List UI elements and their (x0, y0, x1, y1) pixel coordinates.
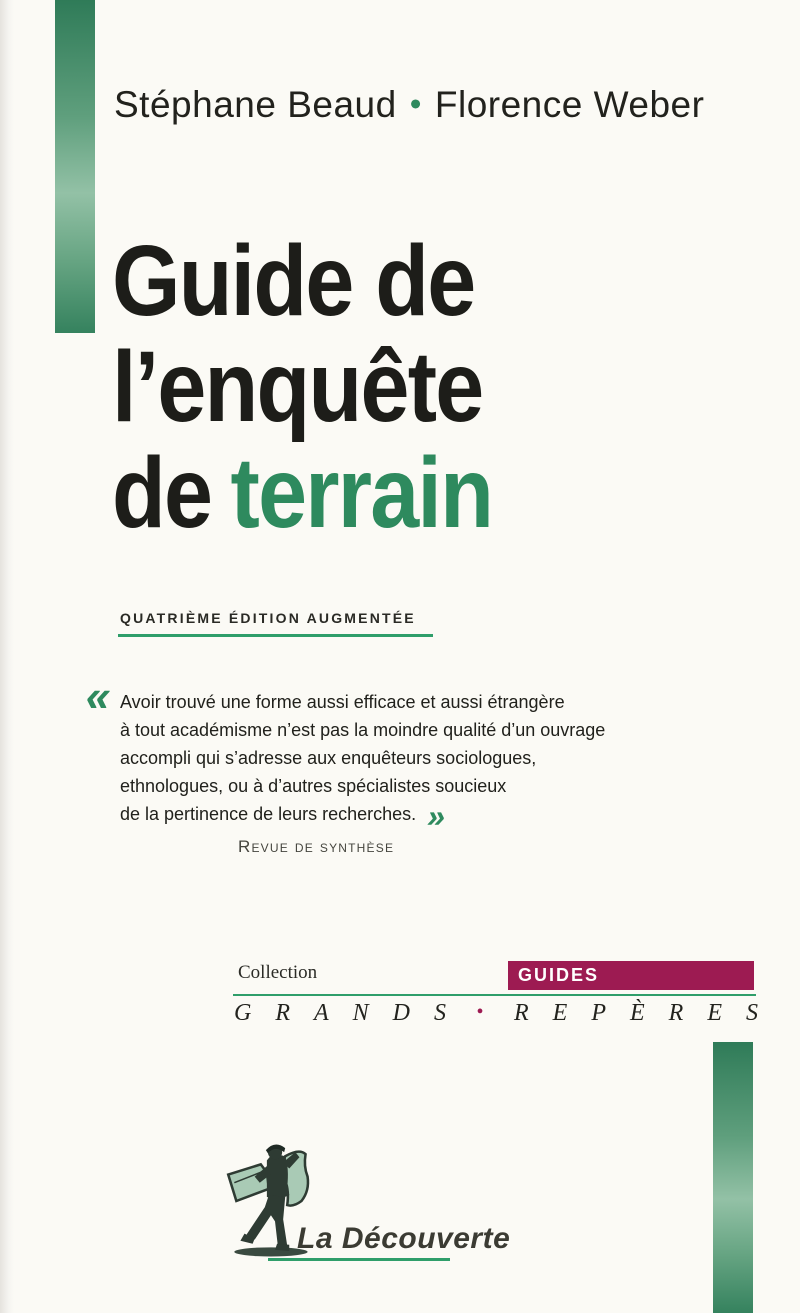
author-name-2: Florence Weber (434, 84, 705, 125)
series-name-row (234, 1000, 782, 1027)
quote-line: accompli qui s’adresse aux enquêteurs sociologues, (120, 748, 537, 768)
title-line-3-black: de (112, 437, 212, 549)
series-word-reperes: REPÈRES (514, 1000, 782, 1026)
publisher-underline (268, 1258, 450, 1261)
collection-rule (233, 994, 756, 996)
quote-line (120, 798, 646, 834)
authors-line (114, 84, 704, 126)
author-separator-dot-icon: • (409, 86, 422, 123)
edition-banner: QUATRIÈME ÉDITION AUGMENTÉE (120, 610, 416, 626)
title-line-3 (112, 437, 493, 549)
collection-label: Collection (238, 962, 318, 983)
author-name-1: Stéphane Beaud (114, 84, 397, 125)
quote-line: à tout académisme n’est pas la moindre qualité d’un ouvrage (120, 720, 606, 740)
publisher-name: La Découverte (297, 1222, 511, 1255)
quote-line: ethnologues, ou à d’autres spécialistes soucieux (120, 776, 507, 796)
review-quote-block (80, 672, 646, 857)
edition-underline (118, 634, 433, 637)
quote-line: Avoir trouvé une forme aussi efficace et aussi étrangère (120, 692, 565, 712)
top-left-accent-bar (55, 0, 95, 333)
title-line-3-green: terrain (230, 437, 493, 549)
series-separator-dot-icon: • (476, 1001, 484, 1023)
quote-line-text: de la pertinence de leurs recherches. (120, 804, 417, 824)
collection-badge-guides (508, 961, 754, 990)
title-line-1: Guide de (112, 225, 475, 337)
collection-badge-text: GUIDES (518, 965, 600, 985)
bottom-right-accent-bar (713, 1042, 753, 1313)
close-guillemet-icon: » (424, 798, 450, 834)
quote-text (120, 688, 646, 834)
title-line-2: l’enquête (112, 331, 483, 443)
series-word-grands: GRANDS (234, 1000, 470, 1026)
open-guillemet-icon: « (80, 672, 116, 721)
book-title (112, 225, 493, 549)
quote-attribution: Revue de synthèse (238, 837, 395, 856)
